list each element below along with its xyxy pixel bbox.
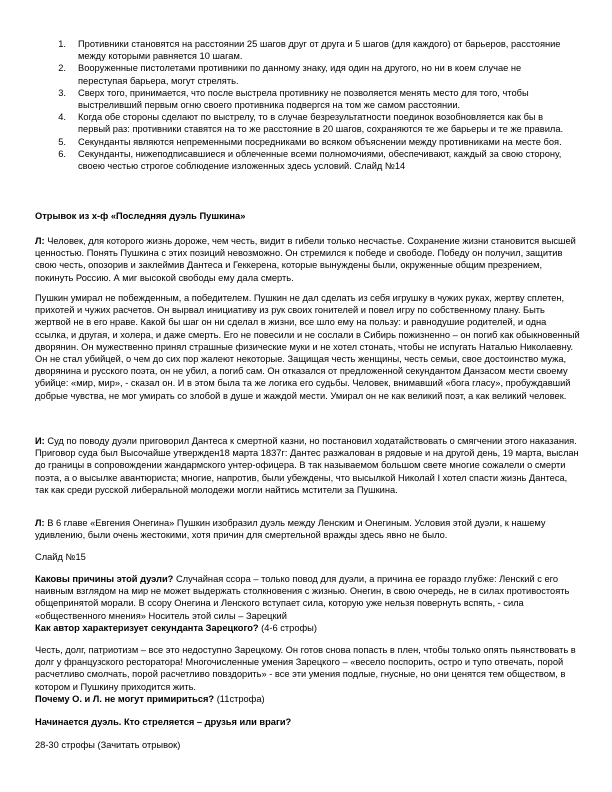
list-item <box>50 87 570 111</box>
question-text: Почему О. и Л. не могут примириться? <box>35 694 215 704</box>
list-item-text: Когда обе стороны сделают по выстрелу, то в случае безрезультатности поединок возобновляется как бы в первый раз: противники ставятся на то же расстояние в 20 шагов, сохраняются те же барьеры и те же правила. <box>78 112 564 135</box>
paragraph-l-1 <box>35 235 580 284</box>
paragraph-i <box>35 435 580 496</box>
list-item <box>50 111 570 135</box>
question-causes <box>35 573 580 622</box>
paragraph-text: Суд по поводу дуэли приговорил Дантеса к смертной казни, но постановил ходатайствовать о смягчении этого наказания. Приговор суда был Высочайше утвержден18 марта 1837г: Дантес разжалован в рядовые и на другой день, 19 марта, выслан до границы в сопровождении жандармского унтер-офицера. В так называемом большом свете многие сожалели о смерти поэта, а о высылке авантюриста; многие, напротив, были убеждены, что высылкой Николай I хотел спасти жизнь Дантеса, так как среди русской либеральной молодежи могли найтись мстители за Пушкина. <box>35 436 579 495</box>
paragraph-stanzas: 28-30 строфы (Зачитать отрывок) <box>35 740 181 750</box>
list-item-text: Сверх того, принимается, что после выстрела противнику не позволяется менять место для того, чтобы выстреливший первым огню своего противника подвергся на том же самом расстоянии. <box>78 87 529 111</box>
duel-rules-list <box>50 38 570 172</box>
list-item-text: Вооруженные пистолетами противники по данному знаку, идя один на другого, но ни в коем случае не переступая барьера, могут стрелять. <box>78 63 522 86</box>
paragraph-l-2 <box>35 517 580 541</box>
question-note: (11строфа) <box>214 694 265 704</box>
list-number: 5. <box>58 136 66 147</box>
list-number: 2. <box>58 63 66 74</box>
question-text: Как автор характеризует секунданта Зарецкого? <box>35 623 259 633</box>
list-number: 4. <box>58 112 66 123</box>
list-item <box>50 38 570 62</box>
list-number: 3. <box>58 87 66 98</box>
list-item-text: Противники становятся на расстоянии 25 шагов друг от друга и 5 шагов (для каждого) от барьеров, расстояние между которыми равняется 10 шагам. <box>78 39 561 62</box>
paragraph-text: В 6 главе «Евгения Онегина» Пушкин изобразил дуэль между Ленским и Онегиным. Условия этой дуэли, к нашему удивлению, были очень жестокими, хотя причин для смертельной вражды здесь явно не было. <box>35 518 546 541</box>
list-item-text: Секунданты являются непременными посредниками во всяком объяснении между противниками на месте боя. <box>78 136 562 147</box>
question-zaretsky <box>35 622 580 634</box>
question-text: Каковы причины этой дуэли? <box>35 574 174 584</box>
question-note: (4-6 строфы) <box>258 623 317 633</box>
list-item-text: Секунданты, нижеподписавшиеся и облеченные всеми полномочиями, обеспечивают, каждый за свою сторону, своею честью строгое соблюдение изложенных здесь условий. Слайд №14 <box>78 148 562 172</box>
question-reconcile <box>35 693 580 705</box>
paragraph-zaretsky: Честь, долг, патриотизм – все это недоступно Зарецкому. Он готов снова попасть в плен, чтобы только опять пьянствовать в долг у французского ресторатора! Многочисленные умения Зарецкого – «весело поспорить, остро и тупо отвечать, порой расчетливо смолчать, порой расчетливо повздорить» - все эти умения подлые, гнусные, но они ценятся тем обществом, в котором и Пушкину приходится жить. <box>35 645 576 692</box>
film-heading: Отрывок из х-ф «Последняя дуэль Пушкина» <box>35 211 246 221</box>
list-number: 1. <box>58 39 66 49</box>
speaker-label: Л: <box>35 236 45 246</box>
paragraph-text: Человек, для которого жизнь дороже, чем честь, видит в гибели только несчастье. Сохранение жизни становится высшей ценностью. Понять Пушкина с этих позиций невозможно. Он стремился к победе и свободе. Победу он получил, защитив свою честь, опозорив и заклеймив Дантеса и Геккерена, которые вынуждены были, окруженные общим презрением, покинуть Россию. А миг высокой свободы ему дала смерть. <box>35 236 576 283</box>
list-item <box>50 136 570 148</box>
question-duel-begins: Начинается дуэль. Кто стреляется – друзья или враги? <box>35 717 292 727</box>
answer-text: Случайная ссора – только повод для дуэли, а причина ее гораздо глубже: Ленский с его наивным взглядом на мир не может выдержать столкновения с жизнью. Онегин, в свою очередь, не в силах противостоять общепринятой морали. В ссору Онегина и Ленского вступает сила, которую уже нельзя повернуть вспять, - сила «общественного мнения» Носитель этой силы – Зарецкий <box>35 574 570 621</box>
list-item <box>50 148 570 172</box>
list-number: 6. <box>58 148 66 159</box>
speaker-label: Л: <box>35 518 45 528</box>
slide-label: Слайд №15 <box>35 552 86 562</box>
speaker-label: И: <box>35 436 45 446</box>
paragraph-pushkin-victory: Пушкин умирал не побежденным, а победителем. Пушкин не дал сделать из себя игрушку в чужих руках, жертву сплетен, прихотей и чужих расчетов. Он вырвал инициативу из рук своих гонителей и повел игру по собственному плану. Быть жертвой не в его нраве. Какой бы шаг он ни сделал в жизни, все шло ему на пользу: и равнодушие родителей, и одна ссылка, и другая, и холера, и даже смерть. Его не повесили и не сослали в Сибирь пожизненно – он погиб как обыкновенный дворянин. Он мужественно принял страшные физические муки и не хотел стонать, чтобы не испугать Наталью Николаевну. Он не стал убийцей, о чем до сих пор жалеют некоторые. Защищая честь женщины, честь семьи, свое достоинство мужа, дворянина и русского поэта, он не убил, а погиб сам. Он отказался от предложенной секундантом Данзасом мести своему убийце: «мир, мир», - сказал он. И в этом была та же логика его судьбы. Человек, внимавший «бога гласу», пробуждавший добрые чувства, не мог умирать со злобой в душе и жаждой мести. Умирал он не как великий поэт, а как великий человек. <box>35 293 580 401</box>
list-item <box>50 62 570 86</box>
